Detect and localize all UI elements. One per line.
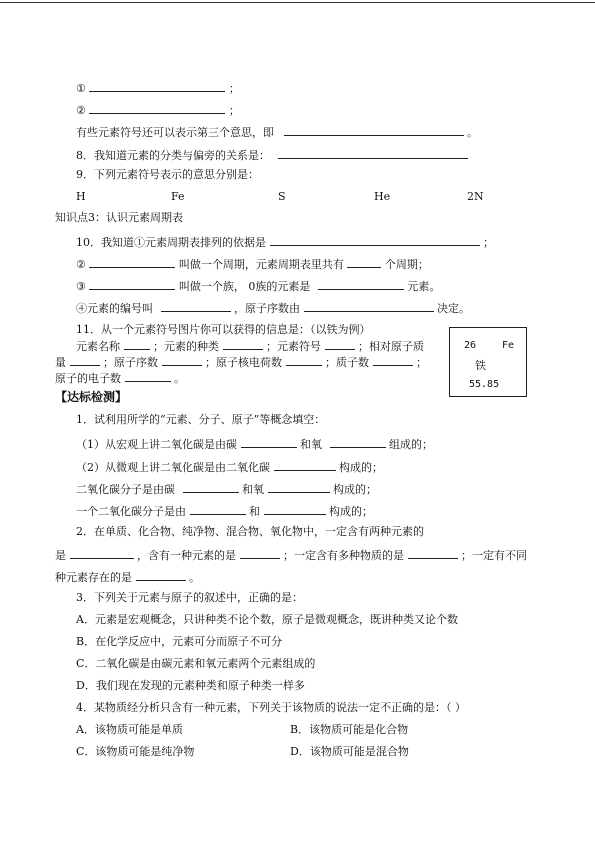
test-4-option-d[interactable] bbox=[290, 745, 409, 759]
question-text: 构成的； bbox=[329, 505, 373, 518]
test-4-option-b[interactable] bbox=[290, 723, 408, 737]
blank[interactable] bbox=[330, 436, 386, 448]
question-text: ；一定有不同 bbox=[461, 549, 527, 562]
blank[interactable] bbox=[284, 124, 464, 136]
question-text: 组成的； bbox=[389, 438, 433, 451]
blank[interactable] bbox=[408, 547, 458, 559]
test-3-option-a[interactable] bbox=[76, 613, 458, 627]
question-10-c bbox=[76, 278, 440, 294]
blank[interactable] bbox=[124, 338, 150, 350]
blank[interactable] bbox=[304, 300, 434, 312]
element-symbol: Fe bbox=[502, 340, 515, 351]
punct: ； bbox=[416, 356, 427, 369]
blank[interactable] bbox=[136, 569, 186, 581]
page-top-rule bbox=[0, 2, 595, 3]
punct: 。 bbox=[174, 372, 185, 385]
question-8 bbox=[76, 147, 468, 163]
question-text: ④元素的编号叫 bbox=[76, 302, 153, 315]
question-text: ，原子序数由 bbox=[234, 302, 300, 315]
circled-one: ① bbox=[76, 82, 86, 95]
question-text: 量 bbox=[55, 356, 66, 369]
question-text: 元素名称 bbox=[76, 340, 120, 353]
question-text: 叫做一个周期，元素周期表里共有 bbox=[178, 258, 344, 271]
question-text: ；质子数 bbox=[325, 356, 369, 369]
test-2-a bbox=[76, 525, 424, 539]
blank[interactable] bbox=[240, 547, 280, 559]
test-1 bbox=[76, 413, 325, 427]
question-text: 11．从一个元素符号图片你可以获得的信息是：（以铁为例） bbox=[76, 323, 371, 336]
circled-two: ② bbox=[76, 104, 86, 117]
test-3 bbox=[76, 591, 303, 605]
test-1-b bbox=[76, 459, 383, 475]
circled-three: ③ bbox=[76, 280, 86, 293]
blank[interactable] bbox=[268, 481, 330, 493]
blank[interactable] bbox=[241, 436, 297, 448]
question-text: 叫做一个族， 0族的元素是 bbox=[178, 280, 311, 293]
blank[interactable] bbox=[89, 256, 175, 268]
blank[interactable] bbox=[190, 503, 246, 515]
question-text: 10．我知道①元素周期表排列的依据是 bbox=[76, 236, 266, 249]
question-text: ；元素符号 bbox=[266, 340, 321, 353]
question-text: 3．下列关于元素与原子的叙述中，正确的是： bbox=[76, 591, 303, 604]
question-10-d bbox=[76, 300, 470, 316]
question-text: 种元素存在的是 bbox=[55, 571, 132, 584]
question-text: ；原子序数 bbox=[103, 356, 158, 369]
third-meaning-line bbox=[76, 124, 478, 140]
blank[interactable] bbox=[89, 80, 225, 92]
option-text: A．元素是宏观概念，只讲种类不论个数，原子是微观概念，既讲种类又论个数 bbox=[76, 613, 458, 626]
test-2-c bbox=[55, 569, 200, 585]
circled-two: ② bbox=[76, 258, 86, 271]
section-title-3 bbox=[55, 211, 183, 225]
blank[interactable] bbox=[274, 459, 336, 471]
question-text: ，含有一种元素的是 bbox=[137, 549, 236, 562]
punct: ； bbox=[228, 82, 240, 95]
symbol-h: H bbox=[76, 190, 86, 203]
blank[interactable] bbox=[89, 278, 175, 290]
blank[interactable] bbox=[70, 354, 100, 366]
blank[interactable] bbox=[223, 338, 263, 350]
element-name: 铁 bbox=[475, 359, 486, 372]
test-3-option-d[interactable] bbox=[76, 679, 305, 693]
question-text: 决定。 bbox=[437, 302, 470, 315]
test-1-a bbox=[76, 436, 433, 452]
question-text: （1）从宏观上讲二氧化碳是由碳 bbox=[76, 438, 237, 451]
symbol-2n: 2N bbox=[467, 190, 484, 203]
blank[interactable] bbox=[125, 370, 171, 382]
meaning-line-2 bbox=[76, 102, 240, 118]
blank[interactable] bbox=[183, 481, 239, 493]
option-text: B．在化学反应中，元素可分而原子不可分 bbox=[76, 635, 283, 648]
blank[interactable] bbox=[270, 234, 480, 246]
blank[interactable] bbox=[325, 338, 355, 350]
question-text: 一个二氧化碳分子是由 bbox=[76, 505, 186, 518]
option-text: B．该物质可能是化合物 bbox=[290, 723, 409, 736]
blank[interactable] bbox=[264, 503, 326, 515]
question-text: 构成的； bbox=[333, 483, 377, 496]
blank[interactable] bbox=[373, 354, 413, 366]
question-text: 2．在单质、化合物、纯净物、混合物、氧化物中，一定含有两种元素的 bbox=[76, 525, 424, 538]
question-10 bbox=[76, 234, 494, 250]
symbol-s: S bbox=[278, 190, 286, 203]
option-text: C．该物质可能是纯净物 bbox=[76, 745, 195, 758]
question-text: 和 bbox=[249, 505, 260, 518]
question-text: 和氧 bbox=[300, 438, 322, 451]
test-4-option-c[interactable] bbox=[76, 745, 194, 759]
test-1-d bbox=[76, 503, 373, 519]
question-text: 和氧 bbox=[242, 483, 264, 496]
question-11-a bbox=[76, 338, 424, 354]
option-text: A．该物质可能是单质 bbox=[76, 723, 183, 736]
punct: 。 bbox=[467, 126, 478, 139]
question-text: 元素。 bbox=[407, 280, 441, 293]
section-heading bbox=[55, 390, 127, 404]
question-text: （2）从微观上讲二氧化碳是由二氧化碳 bbox=[76, 461, 270, 474]
section-title: 知识点3：认识元素周期表 bbox=[55, 211, 183, 224]
element-card-iron bbox=[449, 327, 527, 397]
atomic-number: 26 bbox=[464, 340, 477, 351]
question-9 bbox=[76, 168, 259, 182]
symbol-fe: Fe bbox=[171, 190, 185, 203]
blank[interactable] bbox=[70, 547, 134, 559]
punct: ； bbox=[228, 104, 240, 117]
question-text: 4．某物质经分析只含有一种元素，下列关于该物质的说法一定不正确的是：（ ） bbox=[76, 701, 466, 714]
question-text: 二氧化碳分子是由碳 bbox=[76, 483, 175, 496]
question-11-c bbox=[55, 370, 185, 386]
question-text: 8．我知道元素的分类与偏旁的关系是： bbox=[76, 149, 270, 162]
option-text: D．该物质可能是混合物 bbox=[290, 745, 409, 758]
question-text: 1．试利用所学的“元素、分子、原子”等概念填空： bbox=[76, 413, 326, 426]
test-3-option-b[interactable] bbox=[76, 635, 282, 649]
question-text: 原子的电子数 bbox=[55, 372, 121, 385]
blank[interactable] bbox=[89, 102, 225, 114]
punct: ； bbox=[483, 236, 494, 249]
test-1-c bbox=[76, 481, 377, 497]
blank[interactable] bbox=[162, 354, 202, 366]
heading-text: 【达标检测】 bbox=[55, 390, 128, 404]
blank[interactable] bbox=[318, 278, 404, 290]
question-text: 有些元素符号还可以表示第三个意思，即 bbox=[76, 126, 274, 139]
question-text: 构成的； bbox=[339, 461, 383, 474]
test-4 bbox=[76, 701, 466, 715]
punct: 。 bbox=[189, 571, 200, 584]
question-text: ；元素的种类 bbox=[153, 340, 219, 353]
blank[interactable] bbox=[161, 300, 231, 312]
question-text: ；一定含有多种物质的是 bbox=[283, 549, 404, 562]
question-11-b bbox=[55, 354, 427, 370]
atomic-mass: 55.85 bbox=[469, 379, 500, 390]
test-2-b bbox=[55, 547, 527, 563]
question-10-b bbox=[76, 256, 429, 272]
test-3-option-c[interactable] bbox=[76, 657, 315, 671]
question-text: 是 bbox=[55, 549, 66, 562]
option-text: C．二氧化碳是由碳元素和氧元素两个元素组成的 bbox=[76, 657, 316, 670]
question-text: ；相对原子质 bbox=[358, 340, 424, 353]
question-text: 9．下列元素符号表示的意思分别是： bbox=[76, 168, 259, 181]
question-text: 个周期； bbox=[384, 258, 429, 271]
meaning-line-1 bbox=[76, 80, 240, 96]
test-4-option-a[interactable] bbox=[76, 723, 183, 737]
blank[interactable] bbox=[347, 256, 381, 268]
option-text: D．我们现在发现的元素种类和原子种类一样多 bbox=[76, 679, 305, 692]
blank[interactable] bbox=[278, 147, 468, 159]
blank[interactable] bbox=[286, 354, 322, 366]
symbol-he: He bbox=[374, 190, 391, 203]
question-11 bbox=[76, 323, 371, 337]
question-text: ；原子核电荷数 bbox=[205, 356, 282, 369]
